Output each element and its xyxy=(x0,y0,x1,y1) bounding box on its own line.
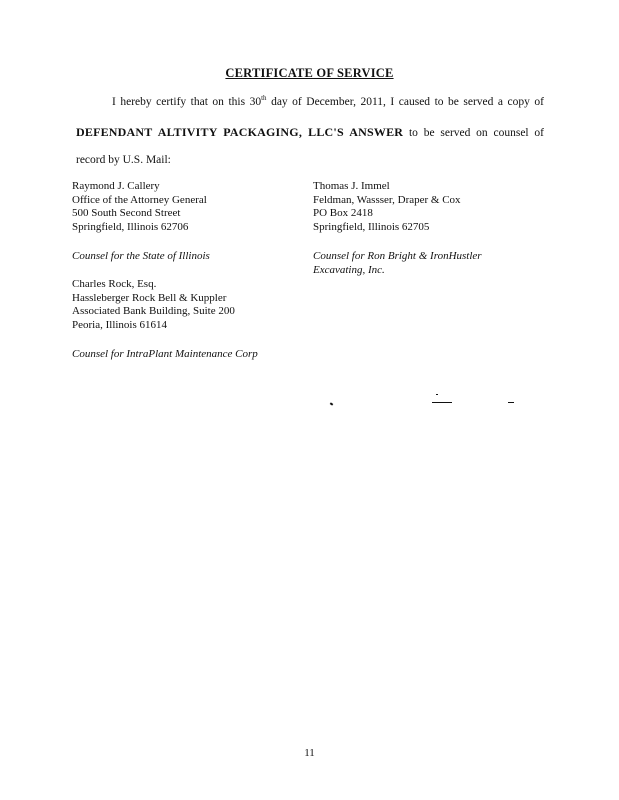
signature-line xyxy=(508,402,514,403)
address-line: Raymond J. Callery xyxy=(72,180,160,192)
address-line: Peoria, Illinois 61614 xyxy=(72,318,168,331)
certification-text-start: I hereby certify that on this 30 xyxy=(112,96,262,108)
signature-line xyxy=(432,402,452,403)
counsel-line: Counsel for Ron Bright & IronHustler xyxy=(313,250,482,262)
certificate-title: CERTIFICATE OF SERVICE xyxy=(225,66,394,80)
counsel-designation xyxy=(72,250,210,264)
signature-mark xyxy=(330,402,334,405)
address-line: Thomas J. Immel xyxy=(313,180,390,192)
recipient-address-block xyxy=(72,180,207,234)
signature-mark xyxy=(436,394,438,395)
address-line: Hassleberger Rock Bell & Kuppler xyxy=(72,291,227,304)
certification-line-2 xyxy=(76,125,544,140)
served-document-title: DEFENDANT ALTIVITY PACKAGING, LLC'S ANSWER xyxy=(76,125,404,139)
counsel-line: Counsel for the State of Illinois xyxy=(72,250,210,262)
address-line: PO Box 2418 xyxy=(313,207,373,220)
address-line: Springfield, Illinois 62706 xyxy=(72,220,189,233)
day-ordinal-suffix: th xyxy=(261,94,267,103)
counsel-designation xyxy=(313,250,482,277)
address-line: Feldman, Wassser, Draper & Cox xyxy=(313,193,461,206)
address-line: 500 South Second Street xyxy=(72,207,181,220)
counsel-line: Excavating, Inc. xyxy=(313,263,385,276)
address-line: Springfield, Illinois 62705 xyxy=(313,220,430,233)
counsel-designation xyxy=(72,348,258,362)
certification-line-3: record by U.S. Mail: xyxy=(76,154,171,166)
certification-text-end: day of December, 2011, I caused to be served a copy of xyxy=(266,96,544,108)
recipient-address-block xyxy=(72,278,235,332)
certification-line-2-rest: to be served on counsel of xyxy=(403,127,544,139)
address-line: Office of the Attorney General xyxy=(72,193,207,206)
address-line: Charles Rock, Esq. xyxy=(72,278,157,290)
address-line: Associated Bank Building, Suite 200 xyxy=(72,305,235,318)
recipient-address-block xyxy=(313,180,461,234)
counsel-line: Counsel for IntraPlant Maintenance Corp xyxy=(72,348,258,360)
certification-line-1 xyxy=(112,96,544,108)
page-number: 11 xyxy=(304,747,315,759)
